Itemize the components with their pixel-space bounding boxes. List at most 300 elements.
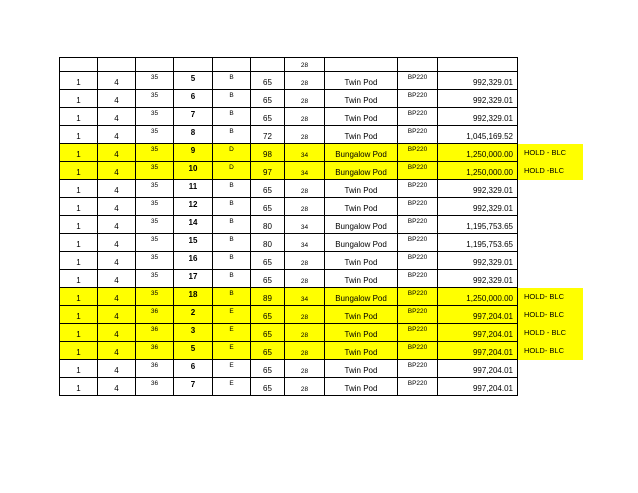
cell-area[interactable] <box>251 90 285 108</box>
cell-price[interactable] <box>438 252 518 270</box>
cell-col3[interactable] <box>136 162 174 180</box>
cell-area-value: 65 <box>263 384 272 393</box>
cell-area[interactable] <box>251 342 285 360</box>
cell-col3[interactable] <box>136 306 174 324</box>
cell-price[interactable] <box>438 198 518 216</box>
cell[interactable] <box>438 58 518 72</box>
cell-code[interactable] <box>398 198 438 216</box>
cell-size[interactable] <box>285 216 325 234</box>
cell-col2[interactable] <box>98 180 136 198</box>
cell-price-value: 992,329.01 <box>472 258 513 267</box>
cell-model[interactable] <box>325 234 398 252</box>
cell-model-value: Twin Pod <box>344 132 378 141</box>
cell-size[interactable] <box>285 162 325 180</box>
cell-col1[interactable] <box>60 378 98 396</box>
cell-area-value: 65 <box>263 258 272 267</box>
cell[interactable] <box>174 58 213 72</box>
cell-lot-value: 10 <box>188 164 198 173</box>
cell-size-value: 28 <box>300 259 309 267</box>
cell-lot[interactable] <box>174 342 213 360</box>
cell-type-value: B <box>229 110 234 117</box>
cell-col2[interactable] <box>98 162 136 180</box>
cell-model-value: Twin Pod <box>344 330 378 339</box>
cell-area-value: 65 <box>263 96 272 105</box>
cell-size[interactable] <box>285 108 325 126</box>
cell-price-value: 1,250,000.00 <box>466 168 513 177</box>
cell-size[interactable] <box>285 270 325 288</box>
cell-area[interactable] <box>251 252 285 270</box>
cell-col1[interactable] <box>60 324 98 342</box>
cell[interactable] <box>60 58 98 72</box>
status-note <box>518 342 584 360</box>
cell-model[interactable] <box>325 378 398 396</box>
cell-size-value: 34 <box>300 151 309 159</box>
cell-lot[interactable] <box>174 270 213 288</box>
cell-col3-value: 35 <box>150 164 159 171</box>
cell-col1[interactable] <box>60 234 98 252</box>
cell-col3[interactable] <box>136 360 174 378</box>
cell-type[interactable] <box>213 144 251 162</box>
cell-area[interactable] <box>251 144 285 162</box>
cell-lot-value: 9 <box>190 146 196 155</box>
cell-col3[interactable] <box>136 72 174 90</box>
cell-type[interactable] <box>213 216 251 234</box>
cell-lot[interactable] <box>174 144 213 162</box>
cell-size[interactable] <box>285 288 325 306</box>
cell-col1-value: 1 <box>76 78 81 87</box>
cell-col2[interactable] <box>98 306 136 324</box>
cell-col2-value: 4 <box>114 78 119 87</box>
cell-code[interactable] <box>398 288 438 306</box>
table-row <box>60 252 584 270</box>
cell-col1[interactable] <box>60 360 98 378</box>
cell-col3-value: 35 <box>150 110 159 117</box>
cell-col3[interactable] <box>136 270 174 288</box>
cell-area[interactable] <box>251 270 285 288</box>
cell-area-value: 72 <box>263 132 272 141</box>
cell-area-value: 80 <box>263 240 272 249</box>
cell-price-value: 997,204.01 <box>472 366 513 375</box>
table-row <box>60 72 584 90</box>
cell-type-value: B <box>229 218 234 225</box>
cell-type-value: E <box>229 308 234 315</box>
cell-size[interactable] <box>285 360 325 378</box>
cell-price-value: 992,329.01 <box>472 204 513 213</box>
cell-price-value: 1,195,753.65 <box>466 222 513 231</box>
cell-col1-value: 1 <box>76 150 81 159</box>
cell-col3[interactable] <box>136 342 174 360</box>
cell-price-value: 997,204.01 <box>472 312 513 321</box>
cell-code[interactable] <box>398 234 438 252</box>
cell-col1[interactable] <box>60 180 98 198</box>
cell-col1-value: 1 <box>76 348 81 357</box>
cell-code[interactable] <box>398 342 438 360</box>
cell-code-value: BP220 <box>407 92 428 99</box>
cell-type[interactable] <box>213 162 251 180</box>
cell-size-value: 28 <box>300 97 309 105</box>
cell-price[interactable] <box>438 162 518 180</box>
cell-model[interactable] <box>325 288 398 306</box>
cell-model[interactable] <box>325 270 398 288</box>
cell-col3[interactable] <box>136 378 174 396</box>
cell-col1-value: 1 <box>76 96 81 105</box>
cell-col2[interactable] <box>98 360 136 378</box>
cell-area[interactable] <box>251 360 285 378</box>
cell-col3[interactable] <box>136 252 174 270</box>
cell-code-value: BP220 <box>407 164 428 171</box>
cell-model-value: Twin Pod <box>344 312 378 321</box>
cell-lot[interactable] <box>174 378 213 396</box>
status-note <box>518 234 584 252</box>
cell-model-value: Twin Pod <box>344 384 378 393</box>
cell-price[interactable] <box>438 270 518 288</box>
cell-model[interactable] <box>325 108 398 126</box>
cell-price[interactable] <box>438 378 518 396</box>
table-row <box>60 306 584 324</box>
status-note <box>518 270 584 288</box>
cell-col2[interactable] <box>98 342 136 360</box>
cell-col3[interactable] <box>136 126 174 144</box>
status-note <box>518 216 584 234</box>
cell-col1-value: 1 <box>76 168 81 177</box>
cell-price[interactable] <box>438 216 518 234</box>
cell-col1[interactable] <box>60 288 98 306</box>
cell-lot-value: 18 <box>188 290 198 299</box>
cell-lot[interactable] <box>174 90 213 108</box>
cell-lot-value: 6 <box>190 92 196 101</box>
cell-area[interactable] <box>251 126 285 144</box>
cell-price[interactable] <box>438 108 518 126</box>
cell-type[interactable] <box>213 90 251 108</box>
cell-col2[interactable] <box>98 198 136 216</box>
cell-col1[interactable] <box>60 144 98 162</box>
cell-model[interactable] <box>325 198 398 216</box>
cell-model[interactable] <box>325 90 398 108</box>
status-note <box>518 324 584 342</box>
cell-col3-value: 35 <box>150 182 159 189</box>
cell-type[interactable] <box>213 198 251 216</box>
cell-code[interactable] <box>398 270 438 288</box>
cell-col3[interactable] <box>136 216 174 234</box>
cell-model[interactable] <box>325 342 398 360</box>
cell-lot[interactable] <box>174 234 213 252</box>
cell-price-value: 1,045,169.52 <box>466 132 513 141</box>
cell-model[interactable] <box>325 162 398 180</box>
cell-area[interactable] <box>251 234 285 252</box>
cell-type-value: B <box>229 236 234 243</box>
cell[interactable] <box>136 58 174 72</box>
cell-area[interactable] <box>251 216 285 234</box>
cell-price[interactable] <box>438 180 518 198</box>
cell-lot[interactable] <box>174 126 213 144</box>
table-row <box>60 144 584 162</box>
cell-col1-value: 1 <box>76 330 81 339</box>
cell-size[interactable] <box>285 144 325 162</box>
cell-col2[interactable] <box>98 378 136 396</box>
cell-price[interactable] <box>438 234 518 252</box>
cell-col1[interactable] <box>60 342 98 360</box>
cell[interactable] <box>98 58 136 72</box>
cell-col1[interactable] <box>60 126 98 144</box>
cell-col2-value: 4 <box>114 384 119 393</box>
cell-col1-value: 1 <box>76 132 81 141</box>
cell-area[interactable] <box>251 288 285 306</box>
cell-type-value: B <box>229 74 234 81</box>
cell-lot[interactable] <box>174 306 213 324</box>
cell-lot-value: 6 <box>190 362 196 371</box>
cell-size-value: 28 <box>300 79 309 87</box>
cell-price[interactable] <box>438 360 518 378</box>
cell-code-value: BP220 <box>407 146 428 153</box>
cell-col3[interactable] <box>136 234 174 252</box>
cell-col3[interactable] <box>136 144 174 162</box>
cell-lot-value: 8 <box>190 128 196 137</box>
cell-col2-value: 4 <box>114 96 119 105</box>
cell-size-value: 28 <box>300 205 309 213</box>
cell-price[interactable] <box>438 72 518 90</box>
cell-lot[interactable] <box>174 108 213 126</box>
cell-lot-value: 17 <box>188 272 198 281</box>
cell[interactable] <box>213 58 251 72</box>
cell-col2[interactable] <box>98 72 136 90</box>
cell-area-value: 65 <box>263 276 272 285</box>
cell-col1[interactable] <box>60 252 98 270</box>
cell-col1[interactable] <box>60 198 98 216</box>
cell-col1[interactable] <box>60 162 98 180</box>
cell-size-value: 28 <box>300 115 309 123</box>
cell-col3-value: 35 <box>150 290 159 297</box>
cell-col2[interactable] <box>98 90 136 108</box>
cell-code[interactable] <box>398 378 438 396</box>
cell-size-value: 28 <box>300 349 309 357</box>
cell-price[interactable] <box>438 288 518 306</box>
cell-model[interactable] <box>325 72 398 90</box>
cell-price[interactable] <box>438 324 518 342</box>
cell-lot[interactable] <box>174 180 213 198</box>
cell-lot[interactable] <box>174 288 213 306</box>
cell-code[interactable] <box>398 306 438 324</box>
cell-size[interactable] <box>285 306 325 324</box>
cell-code-value: BP220 <box>407 182 428 189</box>
cell-col2[interactable] <box>98 324 136 342</box>
cell-size[interactable] <box>285 126 325 144</box>
cell-size[interactable] <box>285 252 325 270</box>
cell-price[interactable] <box>438 90 518 108</box>
cell-price[interactable] <box>438 144 518 162</box>
cell-size-value: 28 <box>300 313 309 321</box>
cell-type-value: E <box>229 326 234 333</box>
cell-code-value: BP220 <box>407 254 428 261</box>
cell-code[interactable] <box>398 72 438 90</box>
table-row <box>60 108 584 126</box>
cell-type[interactable] <box>213 252 251 270</box>
cell-col3-value: 35 <box>150 146 159 153</box>
cell-size[interactable] <box>285 90 325 108</box>
cell-lot[interactable] <box>174 72 213 90</box>
cell-col2-value: 4 <box>114 186 119 195</box>
cell-model[interactable] <box>325 180 398 198</box>
cell-area[interactable] <box>251 180 285 198</box>
cell-area[interactable] <box>251 324 285 342</box>
cell-lot-value: 7 <box>190 380 196 389</box>
cell-lot-value: 14 <box>188 218 198 227</box>
cell-type[interactable] <box>213 108 251 126</box>
cell-model-value: Twin Pod <box>344 78 378 87</box>
cell[interactable] <box>251 58 285 72</box>
cell-col2-value: 4 <box>114 312 119 321</box>
cell-col2[interactable] <box>98 288 136 306</box>
cell-code[interactable] <box>398 360 438 378</box>
cell-area[interactable] <box>251 306 285 324</box>
cell-size[interactable] <box>285 342 325 360</box>
cell-col3[interactable] <box>136 180 174 198</box>
cell-size[interactable] <box>285 324 325 342</box>
cell-type-value: B <box>229 254 234 261</box>
table-row <box>60 180 584 198</box>
cell-type[interactable] <box>213 234 251 252</box>
cell-col3[interactable] <box>136 198 174 216</box>
cell-type-value: B <box>229 92 234 99</box>
cell-model[interactable] <box>325 144 398 162</box>
cell-type[interactable] <box>213 270 251 288</box>
cell-col2-value: 4 <box>114 240 119 249</box>
cell-price-value: 997,204.01 <box>472 384 513 393</box>
cell-code[interactable] <box>398 126 438 144</box>
cell-area[interactable] <box>251 108 285 126</box>
cell-col3-value: 35 <box>150 272 159 279</box>
cell-code-value: BP220 <box>407 344 428 351</box>
header-row <box>60 58 584 72</box>
cell-col3-value: 36 <box>150 362 159 369</box>
cell-price[interactable] <box>438 306 518 324</box>
cell-size[interactable] <box>285 72 325 90</box>
cell-size[interactable] <box>285 180 325 198</box>
cell-col2[interactable] <box>98 270 136 288</box>
cell-model[interactable] <box>325 306 398 324</box>
cell-area[interactable] <box>251 198 285 216</box>
status-note <box>518 126 584 144</box>
cell-type[interactable] <box>213 306 251 324</box>
cell-size-value: 34 <box>300 223 309 231</box>
cell-col1[interactable] <box>60 108 98 126</box>
cell-model[interactable] <box>325 126 398 144</box>
cell-code[interactable] <box>398 324 438 342</box>
cell-col3[interactable] <box>136 288 174 306</box>
cell-code[interactable] <box>398 90 438 108</box>
status-note <box>518 90 584 108</box>
cell-col1[interactable] <box>60 270 98 288</box>
cell[interactable]: 28 <box>285 58 325 72</box>
cell-col2[interactable] <box>98 216 136 234</box>
cell-col3[interactable] <box>136 108 174 126</box>
cell-col3-value: 35 <box>150 200 159 207</box>
cell-size[interactable] <box>285 234 325 252</box>
cell-price[interactable] <box>438 126 518 144</box>
cell-col1[interactable] <box>60 90 98 108</box>
cell-price-value: 992,329.01 <box>472 276 513 285</box>
cell-area[interactable] <box>251 72 285 90</box>
cell[interactable] <box>398 58 438 72</box>
cell-type[interactable] <box>213 126 251 144</box>
cell-lot[interactable] <box>174 198 213 216</box>
cell-lot[interactable] <box>174 324 213 342</box>
cell-lot[interactable] <box>174 252 213 270</box>
cell-code[interactable] <box>398 108 438 126</box>
cell-lot[interactable] <box>174 162 213 180</box>
cell-col3-value: 36 <box>150 344 159 351</box>
cell-col1[interactable] <box>60 306 98 324</box>
cell-code-value: BP220 <box>407 326 428 333</box>
cell-lot-value: 11 <box>188 182 198 191</box>
cell-col2[interactable] <box>98 108 136 126</box>
cell-code[interactable] <box>398 252 438 270</box>
cell-col3[interactable] <box>136 90 174 108</box>
cell-type[interactable] <box>213 324 251 342</box>
status-note <box>518 162 584 180</box>
cell-lot[interactable] <box>174 360 213 378</box>
cell-code[interactable] <box>398 216 438 234</box>
cell-size[interactable] <box>285 198 325 216</box>
cell-area-value: 89 <box>263 294 272 303</box>
cell-type[interactable] <box>213 72 251 90</box>
cell-lot-value: 12 <box>188 200 198 209</box>
cell-col2-value: 4 <box>114 348 119 357</box>
cell-col1[interactable] <box>60 72 98 90</box>
cell-col2[interactable] <box>98 252 136 270</box>
cell-code-value: BP220 <box>407 308 428 315</box>
cell-col2[interactable] <box>98 234 136 252</box>
cell[interactable] <box>325 58 398 72</box>
cell-col3-value: 36 <box>150 380 159 387</box>
cell-col2[interactable] <box>98 126 136 144</box>
cell-code[interactable] <box>398 180 438 198</box>
cell-model[interactable] <box>325 216 398 234</box>
table-row <box>60 360 584 378</box>
cell-col1[interactable] <box>60 216 98 234</box>
cell-area[interactable] <box>251 378 285 396</box>
table-row <box>60 198 584 216</box>
cell-col2-value: 4 <box>114 330 119 339</box>
cell-area-value: 98 <box>263 150 272 159</box>
cell-model[interactable] <box>325 360 398 378</box>
cell-area[interactable] <box>251 162 285 180</box>
cell-lot[interactable] <box>174 216 213 234</box>
cell-model[interactable] <box>325 252 398 270</box>
cell-code[interactable] <box>398 162 438 180</box>
cell-type[interactable] <box>213 360 251 378</box>
cell-price[interactable] <box>438 342 518 360</box>
cell-lot-value: 2 <box>190 308 196 317</box>
cell-model[interactable] <box>325 324 398 342</box>
cell-type[interactable] <box>213 378 251 396</box>
cell-col3-value: 35 <box>150 128 159 135</box>
cell-model-value: Bungalow Pod <box>335 222 387 231</box>
cell-col3[interactable] <box>136 324 174 342</box>
cell-col2-value: 4 <box>114 114 119 123</box>
cell-type-value: B <box>229 182 234 189</box>
status-note <box>518 108 584 126</box>
cell-col2[interactable] <box>98 144 136 162</box>
cell-type[interactable] <box>213 342 251 360</box>
cell-type[interactable] <box>213 288 251 306</box>
cell-type[interactable] <box>213 180 251 198</box>
table-row <box>60 270 584 288</box>
cell-size[interactable] <box>285 378 325 396</box>
table-row <box>60 90 584 108</box>
cell-code[interactable] <box>398 144 438 162</box>
cell-area-value: 65 <box>263 114 272 123</box>
cell-lot-value: 5 <box>190 74 196 83</box>
